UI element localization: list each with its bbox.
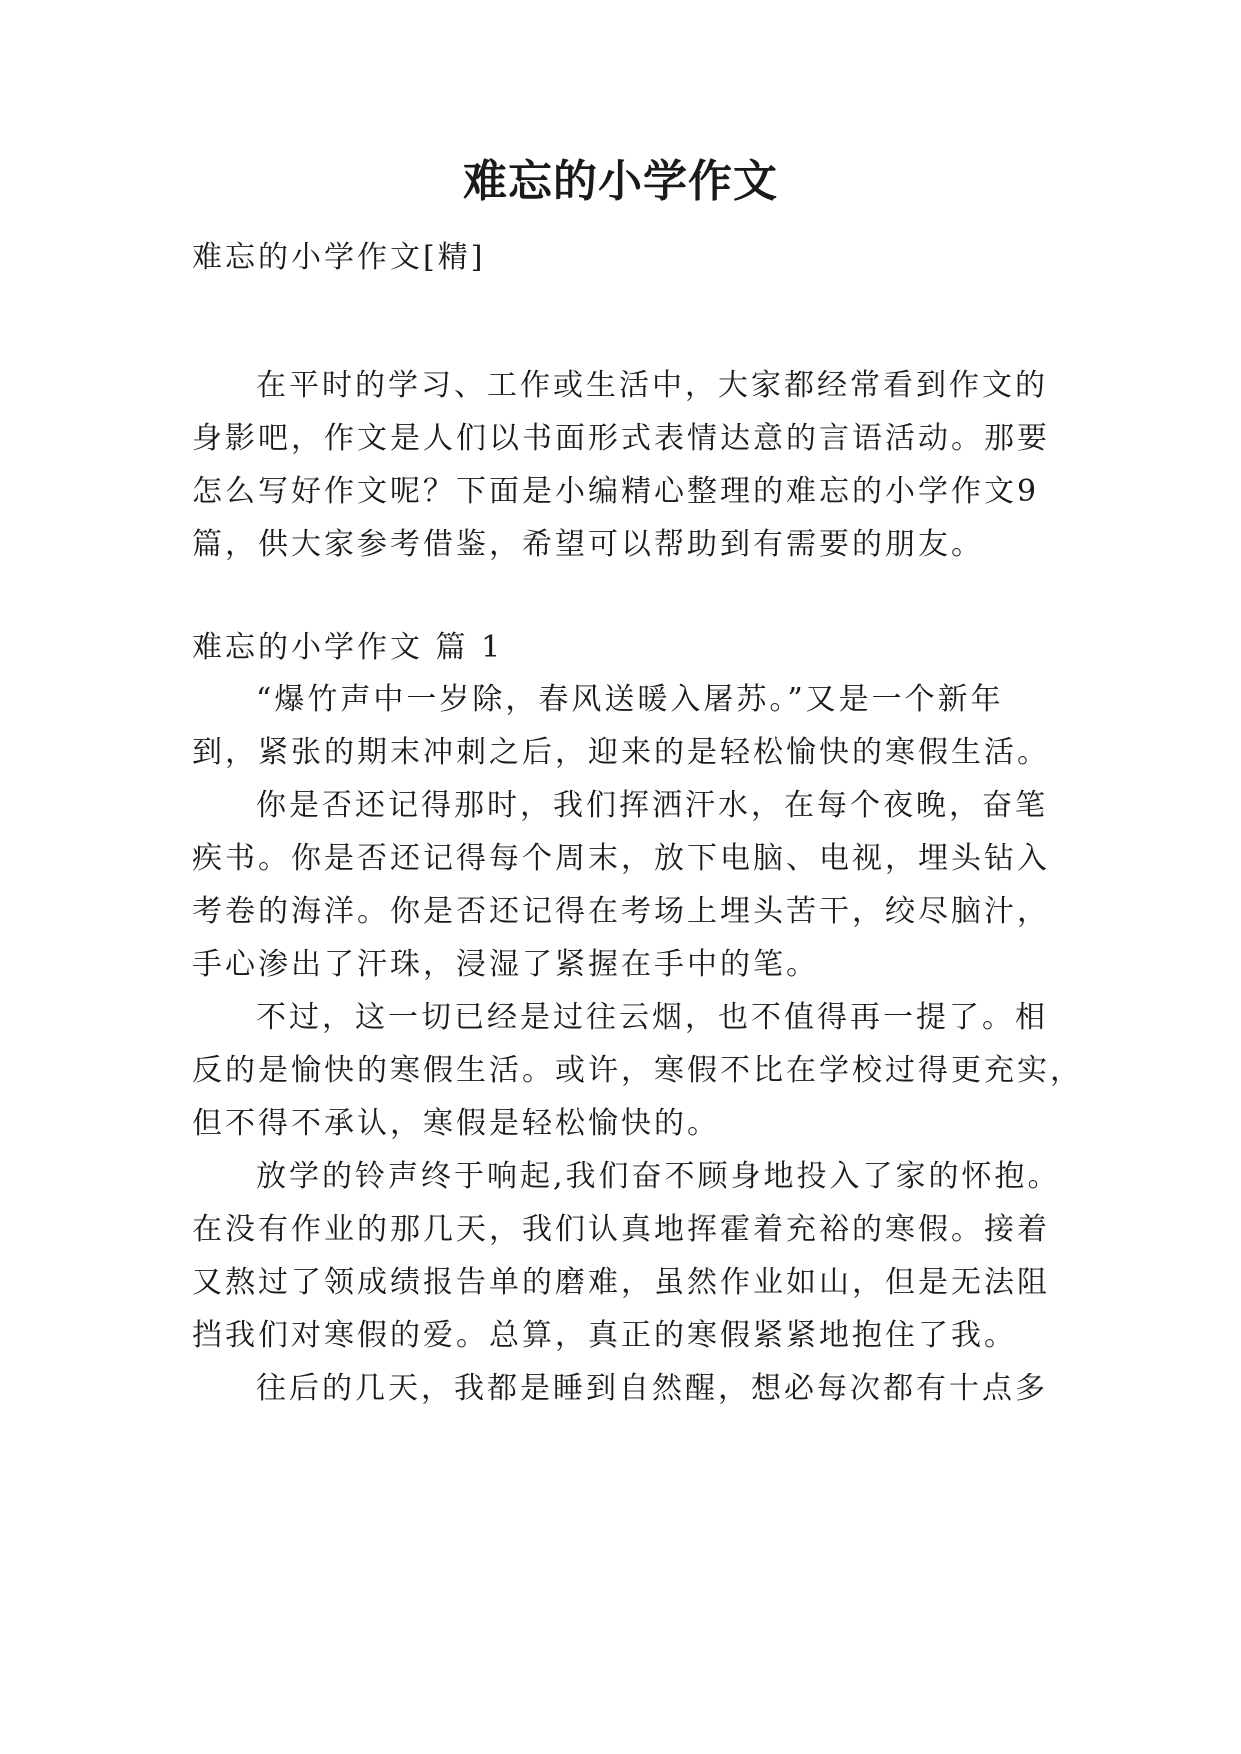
- intro-line: 怎么写好作文呢？下面是小编精心整理的难忘的小学作文9: [192, 474, 1040, 509]
- body-line: 你是否还记得那时，我们挥洒汗水，在每个夜晚，奋笔: [256, 788, 1048, 823]
- intro-line: 在平时的学习、工作或生活中，大家都经常看到作文的: [256, 368, 1048, 403]
- body-line: 在没有作业的那几天，我们认真地挥霍着充裕的寒假。接着: [192, 1212, 1050, 1247]
- body-line: 又熬过了领成绩报告单的磨难，虽然作业如山，但是无法阻: [192, 1265, 1050, 1300]
- body-line: 挡我们对寒假的爱。总算，真正的寒假紧紧地抱住了我。: [192, 1318, 1017, 1353]
- intro-line: 篇，供大家参考借鉴，希望可以帮助到有需要的朋友。: [192, 527, 984, 562]
- body-line: 疾书。你是否还记得每个周末，放下电脑、电视，埋头钻入: [192, 841, 1050, 876]
- document-title: 难忘的小学作文: [463, 156, 778, 207]
- body-line: 考卷的海洋。你是否还记得在考场上埋头苦干，绞尽脑汁，: [192, 894, 1050, 929]
- document-subtitle: 难忘的小学作文[精]: [192, 240, 486, 275]
- body-line: “爆竹声中一岁除，春风送暖入屠苏。”又是一个新年: [256, 682, 1004, 717]
- body-line: 手心渗出了汗珠，浸湿了紧握在手中的笔。: [192, 947, 819, 982]
- body-line: 到，紧张的期末冲刺之后，迎来的是轻松愉快的寒假生活。: [192, 735, 1050, 770]
- body-line: 不过，这一切已经是过往云烟，也不值得再一提了。相: [256, 1000, 1048, 1035]
- body-line: 但不得不承认，寒假是轻松愉快的。: [192, 1106, 720, 1141]
- section-heading: 难忘的小学作文 篇 1: [192, 630, 504, 665]
- body-line: 放学的铃声终于响起,我们奋不顾身地投入了家的怀抱。: [256, 1159, 1061, 1194]
- body-line: 反的是愉快的寒假生活。或许，寒假不比在学校过得更充实，: [192, 1053, 1083, 1088]
- body-line: 往后的几天，我都是睡到自然醒，想必每次都有十点多: [256, 1371, 1048, 1406]
- intro-line: 身影吧，作文是人们以书面形式表情达意的言语活动。那要: [192, 421, 1050, 456]
